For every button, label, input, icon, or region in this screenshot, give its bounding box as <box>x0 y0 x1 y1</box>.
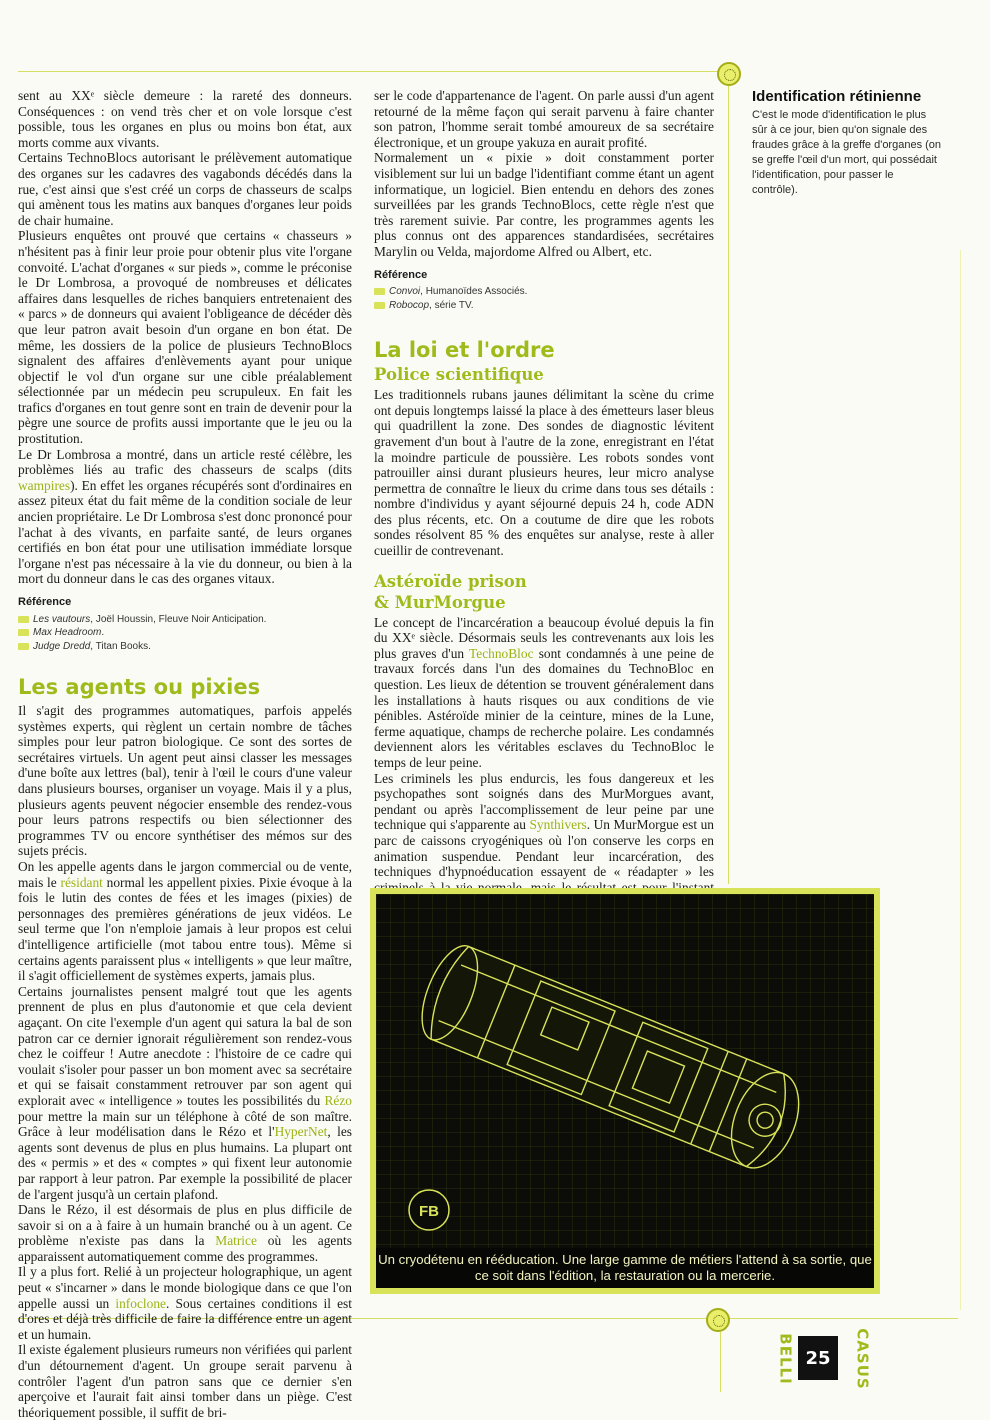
text-run: , les agents sont devenus de plus en plus humains. La plupart ont des « permis » et des « comptes » qui fixent leur autonomie par rapport à leur patron. Par exemple la possibilité de placer de l'argent jusqu'à un certain plafond. <box>18 1124 352 1202</box>
signature-text: FB <box>419 1203 439 1220</box>
keyword-link[interactable]: infoclone <box>115 1295 166 1311</box>
comic-icon <box>18 643 29 650</box>
reference-detail: . <box>101 627 105 639</box>
text-run: Dans le Rézo, il est désormais de plus en plus difficile de savoir si on a à faire à un humain branché ou à un agent. Ce problème n'existe pas dans la <box>18 1202 352 1249</box>
text-run: . Sous certaines conditions il est d'ores et déjà très difficile de faire la différence entre un agent et un humain. <box>18 1295 352 1342</box>
subheading-asteroid: Astéroïde prison <box>374 571 527 591</box>
reference-title: Les vautours <box>33 613 91 625</box>
paragraph: Il s'agit des programmes automatiques, parfois appelés systèmes experts, qui règlent un certain nombre de tâches simples pour leur patron biologique. Ce sont des sortes de secrétaires virtuels. Un agent peut ainsi classer les messages d'une boîte aux lettres (bal), tenir à l'œil le cours d'une valeur dans plusieurs bourses, organiser un voyage. Mais il y a plus, plusieurs agents peuvent négocier ensemble des rendez-vous pour leurs patrons respectifs ou bien sélectionner des programmes TV ou encore synthétiser des mémos sur des sujets précis. <box>18 703 352 859</box>
reference-title: Robocop <box>389 299 430 311</box>
reference-heading: Référence <box>374 268 428 281</box>
figure-caption: Un cryodétenu en rééducation. Une large gamme de métiers l'attend à sa sortie, que ce soit dans l'édition, la restauration ou la mercerie. <box>376 1248 874 1288</box>
keyword-link[interactable]: Synthivers <box>529 817 587 833</box>
sidebar-text: C'est le mode d'identification le plus sûr à ce jour, bien qu'on signale des fraudes grâce à la greffe d'organes (on se greffe l'œil d'un mort, qui possédait l'identification, pour passer le contrôle). <box>752 109 942 196</box>
keyword-link[interactable]: wampires <box>18 477 71 493</box>
footer-logo <box>770 1328 890 1394</box>
reference-item <box>18 640 352 654</box>
reference-title: Judge Dredd <box>33 640 91 652</box>
text-run: sont condamnés à une peine de travaux forcés dans l'un des domaines du TechnoBloc en question. Les lieux de détention se trouvent généralement dans les installations à hauts risques ou aux conditions de vie pénibles. Astéroïde minier de la ceinture, mines de la Lune, ferme aquatique, champs de recherche polaire. Les condamnés deviennent alors les véritables esclaves du TechnoBloc le temps de leur peine. <box>374 645 715 770</box>
bottom-medallion-icon <box>706 1308 730 1332</box>
text-run: On les appelle agents dans le jargon commercial ou de vente, mais le <box>18 859 352 890</box>
column-divider <box>728 84 729 884</box>
text-run: Le concept de l'incarcération a beaucoup évolué depuis la fin du XXᵉ siècle. Désormais seuls les contrevenants aux lois les plus graves d'un <box>374 614 714 661</box>
reference-detail: , Humanoïdes Associés. <box>420 286 528 298</box>
reference-detail: , série TV. <box>429 299 474 311</box>
artist-signature-badge <box>409 1190 449 1230</box>
reference-detail: , Titan Books. <box>90 640 151 652</box>
tv-icon <box>374 302 385 309</box>
paragraph: Certains TechnoBlocs autorisant le prélèvement automatique des organes sur les cadavres des vagabonds décédés dans la rue, c'est ainsi que s'est créé un corps de chasseurs de scalps qui amènent tous les matins aux banques d'organes leur poids de chair humaine. <box>18 150 352 228</box>
sidebar-box <box>752 88 942 198</box>
text-run: ). En effet les organes récupérés sont d'ordinaires en assez piteux état du fait même de la condition sociale de leur ancien propriétaire. Le Dr Lombrosa s'est donc prononcé pour l'achat à des vivants, en parfaite santé, de leurs organes certifiés en bon état pour une utilisation immédiate lorsque l'organe n'est pas nécessaire à la vie du donneur, ou bien à la mort du donneur dans le cas des organes vitaux. <box>18 477 352 587</box>
reference-item <box>18 626 352 640</box>
paragraph <box>18 859 352 984</box>
reference-item <box>374 299 714 313</box>
subheading-murmorgue: & MurMorgue <box>374 592 506 612</box>
reference-item <box>18 613 352 627</box>
reference-heading: Référence <box>18 596 72 608</box>
paragraph <box>18 447 352 587</box>
column-middle <box>374 88 714 942</box>
reference-list <box>18 613 352 654</box>
section-heading-agents: Les agents ou pixies <box>18 675 261 700</box>
comic-icon <box>374 288 385 295</box>
paragraph: sent au XXᵉ siècle demeure : la rareté des donneurs. Conséquences : on vend très cher et on vole lorsque c'est possible, tous les organes en plus ou moins bon état, aux morts comme aux vivants. <box>18 88 352 150</box>
text-run: . Un MurMorgue est un parc de caissons cryogéniques où l'on conserve les corps en animation suspendue. Pendant leur incarcération, des techniques d'hypnoéducation essayent de « réadapter » les <box>374 817 714 880</box>
text-run: Le Dr Lombrosa a montré, dans un article resté célèbre, les problèmes liés au trafic des chasseurs de scalps (dits <box>18 446 352 478</box>
subheading-police: Police scientifique <box>374 365 544 385</box>
illustration-frame <box>370 888 880 1294</box>
text-run: où les agents apparaissent automatiquement comme des programmes. <box>18 1233 352 1264</box>
paragraph: Normalement un « pixie » doit constamment porter visiblement sur lui un badge l'identifiant comme étant un agent informatique, un logiciel. Bien entendu en dehors des zones surveillées par les grands TechnoBlocs, cette règle n'est que très rarement suivie. Par contre, les programmes agents les plus connus ont des apparences standardisées, secrétaires Marylin ou Velda, majordome Alfred ou Albert, etc. <box>374 150 714 259</box>
sidebar-title: Identification rétinienne <box>752 88 922 105</box>
tv-icon <box>18 629 29 636</box>
cryo-capsule-illustration <box>376 894 874 1288</box>
brand-belli: BELLI <box>776 1333 795 1385</box>
keyword-link[interactable]: TechnoBloc <box>469 645 534 661</box>
text-run: normal les appellent pixies. Pixie évoque à la fois le lutin des contes de fées et les images (pixies) de personnages des premières générations de jeux vidéos. Le seul terme que l'on n'emploie jamais à leur propos est celui d'intelligence artificielle (mot tabou entre tous). Même si certains agents paraissent plus « intelligents » que leur maître, il s'agit officiellement de systèmes experts, jamais plus. <box>18 874 352 984</box>
paragraph <box>18 984 352 1202</box>
top-medallion-icon <box>717 62 741 86</box>
paragraph <box>18 1264 352 1342</box>
brand-casus: CASUS <box>853 1328 872 1390</box>
reference-list <box>374 285 714 312</box>
section-heading-law: La loi et l'ordre <box>374 338 555 363</box>
reference-title: Convoi <box>389 286 421 298</box>
column-left <box>18 88 352 1420</box>
text-run: pour mettre la main sur un téléphone à côté de son maître. Grâce à leur modélisation dans le Rézo et l' <box>18 1108 352 1140</box>
paragraph: Plusieurs enquêtes ont prouvé que certains « chasseurs » n'hésitent pas à finir leur proie pour obtenir plus vite l'organe convoité. L'achat d'organes « sur pieds », comme le préconise le Dr Lombrosa, a provoqué de nombreuses et délicates affaires dans lesquelles de riches banquiers entretenaient des « parcs » de donneurs qui avaient l'obligeance de décéder dès que leur patron avait besoin d'un organe en bon état. De même, les dossiers de la police de plusieurs TechnoBlocs signalent des affaires d'enlèvements ayant pour unique objectif le vol d'un organe sur une cible préalablement sélectionnée par un médecin peu scrupuleux. En fait les trafics d'organes en tout genre sont en train de devenir pour la pègre une source de profits aussi importante que le jeu ou la prostitution. <box>18 228 352 447</box>
keyword-link[interactable]: HyperNet <box>274 1124 328 1140</box>
right-edge-rule <box>960 250 961 1310</box>
top-rule-left <box>18 71 718 72</box>
text-run: Certains journalistes pensent malgré tout que les agents prennent de plus en plus d'autonomie et que cela devient agaçant. On cite l'exemple d'un agent qui satura la bal de son patron car ce dernier ignorait régulièrement son rendez-vous chez le coiffeur ! Autre anecdote : l'histoire de ce cadre qui voulait s'isoler pour passer un bon moment avec sa secrétaire et qui se faisait constamment retrouver par son agent qui explorait avec « intelligence » toutes les possibilités du <box>18 983 352 1108</box>
book-icon <box>18 616 29 623</box>
paragraph: Les traditionnels rubans jaunes délimitant la scène du crime ont depuis longtemps laissé la place à des émetteurs laser bleus qui quadrillent la zone. Des sondes de diagnostic lévitent gravement d'un bout à l'autre de la zone, enregistrant en l'état la moindre particule de poussière. Les robots sondes vont patrouiller ainsi durant plusieurs heures, leur micro analyse permettra de connaître le lieux du crime dans tous ses détails : nombre d'individus y ayant séjourné depuis 24 h, code ADN des plus récents, etc. On a coutume de dire que les robots sondes résolvent 85 % des enquêtes sur analyse, reste à aller cueillir de contrevenant. <box>374 387 714 559</box>
paragraph <box>374 615 714 771</box>
paragraph: Il existe également plusieurs rumeurs non vérifiées qui parlent d'un détournement d'agent. Un groupe serait parvenu à contrôler l'agent d'un patron sans que ce dernier s'en aperçoive et l'aurait fait ainsi tomber dans un piège. C'est théoriquement possible, il suffit de bri- <box>18 1342 352 1420</box>
text-run: Il y a plus fort. Relié à un projecteur holographique, un agent peut « s'incarner » dans le monde biologique dans ce que l'on appelle aussi un <box>18 1264 352 1311</box>
keyword-link[interactable]: Matrice <box>215 1233 257 1249</box>
reference-detail: , Joël Houssin, Fleuve Noir Anticipation. <box>90 613 267 625</box>
keyword-link[interactable]: Rézo <box>324 1092 352 1108</box>
bottom-logo-divider <box>720 1332 721 1392</box>
reference-item <box>374 285 714 299</box>
page-number: 25 <box>805 1347 831 1369</box>
keyword-link[interactable]: résidant <box>60 874 103 890</box>
paragraph: ser le code d'appartenance de l'agent. On parle aussi d'un agent retourné de la même façon qui serait parvenu à faire chanter son patron, l'homme serait tombé amoureux de sa secrétaire électronique, et un groupe yakuza en aurait profité. <box>374 88 714 150</box>
text-run: Les criminels les plus endurcis, les fous dangereux et les psychopathes sont soignés dans des MurMorgues avant, pendant ou après l'accomplissement de leur peine par une technique qui s'apparente au <box>374 770 714 833</box>
page-number-box <box>798 1336 838 1380</box>
paragraph <box>18 1202 352 1264</box>
reference-title: Max Headroom <box>33 627 102 639</box>
